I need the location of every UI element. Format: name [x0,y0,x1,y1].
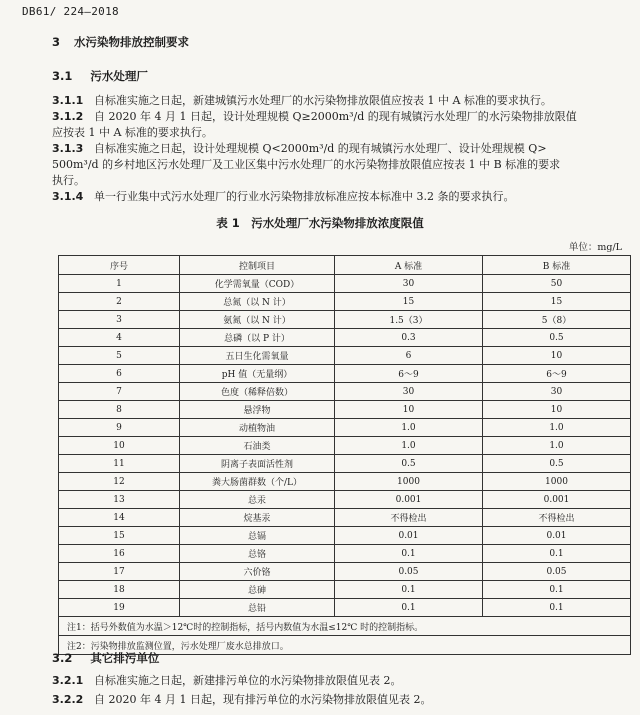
row-item: 氨氮（以 N 计） [180,311,335,329]
row-a-value: 不得检出 [335,509,483,527]
row-b-value: 0.1 [483,581,631,599]
row-a-value: 0.1 [335,599,483,617]
row-b-value: 6～9 [483,365,631,383]
row-index: 18 [59,581,180,599]
table-row [59,545,631,563]
clause-text-line3: 执行。 [52,174,85,187]
table-1 [58,255,631,655]
table-row [59,509,631,527]
row-b-value: 0.1 [483,545,631,563]
row-b-value: 0.05 [483,563,631,581]
clause-3-1-2 [52,109,637,141]
table-row [59,401,631,419]
clause-number: 3.2.2 [52,693,84,706]
row-a-value: 0.001 [335,491,483,509]
row-a-value: 0.1 [335,545,483,563]
row-index: 10 [59,437,180,455]
table-row [59,419,631,437]
row-b-value: 0.1 [483,599,631,617]
section-3-1-heading [52,68,148,84]
row-index: 17 [59,563,180,581]
clause-text: 自标准实施之日起，新建排污单位的水污染物排放限值见表 2。 [94,674,402,687]
clause-number: 3.1.2 [52,110,84,123]
table-row [59,491,631,509]
row-index: 14 [59,509,180,527]
section-3-2-heading [52,650,159,666]
table-row [59,383,631,401]
clause-number: 3.1.4 [52,190,84,203]
clause-number: 3.1.1 [52,94,84,107]
section-3-1-number: 3.1 [52,69,73,83]
row-item: 五日生化需氧量 [180,347,335,365]
section-3-heading [52,34,189,50]
row-a-value: 1.0 [335,419,483,437]
row-a-value: 0.5 [335,455,483,473]
row-index: 19 [59,599,180,617]
row-index: 6 [59,365,180,383]
table-row [59,347,631,365]
clause-text-line2: 应按表 1 中 A 标准的要求执行。 [52,126,213,139]
section-3-title: 水污染物排放控制要求 [74,35,190,49]
row-item: 悬浮物 [180,401,335,419]
header-b-standard: B 标准 [483,256,631,275]
table-row [59,473,631,491]
clause-3-1-1 [52,93,632,109]
row-b-value: 0.5 [483,455,631,473]
row-b-value: 30 [483,383,631,401]
row-item: 化学需氧量（COD） [180,275,335,293]
row-b-value: 10 [483,401,631,419]
table-note: 注2：污染物排放监测位置，污水处理厂废水总排放口。 [59,636,631,655]
clause-3-2-2 [52,692,632,708]
row-a-value: 15 [335,293,483,311]
row-a-value: 1000 [335,473,483,491]
row-item: 总砷 [180,581,335,599]
section-3-2-title: 其它排污单位 [90,651,160,665]
row-index: 16 [59,545,180,563]
row-b-value: 不得检出 [483,509,631,527]
clause-text-line1: 自标准实施之日起，设计处理规模 Q<2000m³/d 的现有城镇污水处理厂、设计处理规模 Q> [94,142,547,155]
clause-3-1-3 [52,141,637,189]
header-a-standard: A 标准 [335,256,483,275]
row-a-value: 30 [335,275,483,293]
row-b-value: 10 [483,347,631,365]
row-b-value: 5（8） [483,311,631,329]
row-b-value: 50 [483,275,631,293]
row-item: 总汞 [180,491,335,509]
header-index: 序号 [59,256,180,275]
table-row [59,275,631,293]
row-a-value: 0.01 [335,527,483,545]
row-item: pH 值（无量纲） [180,365,335,383]
row-item: 色度（稀释倍数） [180,383,335,401]
table-1-title: 表 1 污水处理厂水污染物排放浓度限值 [216,216,424,230]
clause-text-line1: 自 2020 年 4 月 1 日起，设计处理规模 Q≥2000m³/d 的现有城镇污水处理厂的水污染物排放限值 [94,110,577,123]
row-index: 15 [59,527,180,545]
row-item: 总镉 [180,527,335,545]
row-index: 5 [59,347,180,365]
row-item: 阴离子表面活性剂 [180,455,335,473]
row-item: 总铅 [180,599,335,617]
row-item: 总磷（以 P 计） [180,329,335,347]
table-row [59,527,631,545]
table-row [59,311,631,329]
row-b-value: 0.01 [483,527,631,545]
clause-3-1-4 [52,189,632,205]
row-item: 粪大肠菌群数（个/L） [180,473,335,491]
row-index: 8 [59,401,180,419]
clause-text: 单一行业集中式污水处理厂的行业水污染物排放标准应按本标准中 3.2 条的要求执行。 [94,190,515,203]
clause-text: 自标准实施之日起，新建城镇污水处理厂的水污染物排放限值应按表 1 中 A 标准的要求执行。 [94,94,552,107]
row-a-value: 10 [335,401,483,419]
row-item: 烷基汞 [180,509,335,527]
table-row [59,293,631,311]
row-a-value: 0.05 [335,563,483,581]
row-index: 1 [59,275,180,293]
section-3-2-number: 3.2 [52,651,73,665]
row-index: 2 [59,293,180,311]
row-b-value: 0.001 [483,491,631,509]
document-code: DB61/ 224—2018 [22,5,119,18]
table-1-unit: 单位：mg/L [568,242,622,253]
row-b-value: 15 [483,293,631,311]
row-item: 总铬 [180,545,335,563]
row-b-value: 1.0 [483,437,631,455]
table-row [59,455,631,473]
row-item: 总氮（以 N 计） [180,293,335,311]
row-item: 石油类 [180,437,335,455]
section-3-1-title: 污水处理厂 [90,69,148,83]
table-note: 注1：括号外数值为水温＞12℃时的控制指标，括号内数值为水温≤12℃ 时的控制指标。 [59,617,631,636]
row-index: 7 [59,383,180,401]
table-row [59,599,631,617]
row-index: 9 [59,419,180,437]
row-a-value: 1.5（3） [335,311,483,329]
row-a-value: 0.3 [335,329,483,347]
row-item: 动植物油 [180,419,335,437]
row-a-value: 0.1 [335,581,483,599]
row-index: 12 [59,473,180,491]
row-item: 六价铬 [180,563,335,581]
row-index: 3 [59,311,180,329]
row-index: 13 [59,491,180,509]
row-a-value: 30 [335,383,483,401]
table-row [59,365,631,383]
row-b-value: 1000 [483,473,631,491]
row-a-value: 1.0 [335,437,483,455]
clause-number: 3.1.3 [52,142,84,155]
row-index: 4 [59,329,180,347]
row-b-value: 0.5 [483,329,631,347]
table-row [59,581,631,599]
section-3-number: 3 [52,35,61,49]
clause-text-line2: 500m³/d 的乡村地区污水处理厂及工业区集中污水处理厂的水污染物排放限值应按表 1 中 B 标准的要求 [52,158,561,171]
row-b-value: 1.0 [483,419,631,437]
table-row [59,437,631,455]
row-a-value: 6 [335,347,483,365]
table-row [59,329,631,347]
clause-number: 3.2.1 [52,674,84,687]
row-a-value: 6～9 [335,365,483,383]
header-item: 控制项目 [180,256,335,275]
clause-3-2-1 [52,673,632,689]
clause-text: 自 2020 年 4 月 1 日起，现有排污单位的水污染物排放限值见表 2。 [94,693,432,706]
row-index: 11 [59,455,180,473]
table-row [59,563,631,581]
table-header-row [59,256,631,275]
table-note-row [59,617,631,636]
